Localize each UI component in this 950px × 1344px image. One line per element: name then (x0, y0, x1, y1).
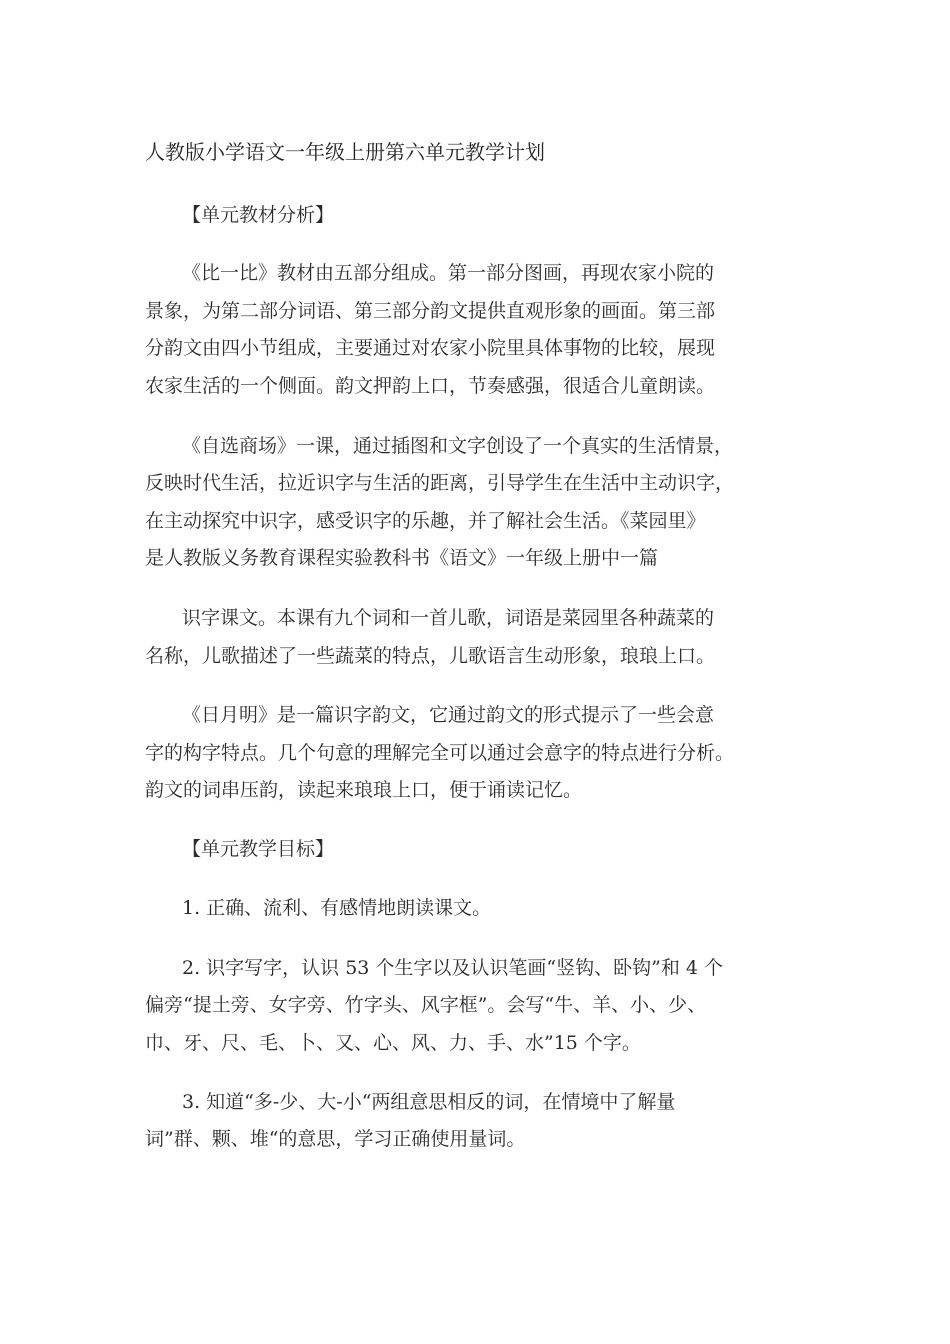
list-item-line: 巾、牙、尺、毛、卜、又、心、风、力、手、水”15 个字。 (145, 1032, 641, 1054)
list-item-line: 词”群、颗、堆“的意思，学习正确使用量词。 (145, 1128, 526, 1150)
paragraph-line: 农家生活的一个侧面。韵文押韵上口，节奏感强，很适合儿童朗读。 (145, 375, 716, 397)
paragraph-line: 景象，为第二部分词语、第三部分韵文提供直观形象的画面。第三部 (145, 300, 716, 322)
list-item-line: 3. 知道“多-少、大-小“两组意思相反的词，在情境中了解量 (182, 1091, 676, 1113)
paragraph-line: 在主动探究中识字，感受识字的乐趣，并了解社会生活。《菜园里》 (145, 510, 706, 532)
paragraph-line: 分韵文由四小节组成，主要通过对农家小院里具体事物的比较，展现 (145, 337, 716, 359)
paragraph-line: 反映时代生活，拉近识字与生活的距离，引导学生在生活中主动识字， (145, 472, 735, 494)
paragraph-line: 识字课文。本课有九个词和一首儿歌，词语是菜园里各种蔬菜的 (182, 607, 715, 629)
list-item-line: 偏旁“提土旁、女字旁、竹字头、风字框”。会写“牛、羊、小、少、 (145, 994, 707, 1016)
paragraph-line: 《比一比》教材由五部分组成。第一部分图画，再现农家小院的 (182, 262, 715, 284)
paragraph-line: 字的构字特点。几个句意的理解完全可以通过会意字的特点进行分析。 (145, 742, 735, 764)
document-title: 人教版小学语文一年级上册第六单元教学计划 (145, 140, 545, 164)
section-heading-analysis: 【单元教材分析】 (182, 204, 335, 226)
paragraph-line: 名称，儿歌描述了一些蔬菜的特点，儿歌语言生动形象，琅琅上口。 (145, 645, 716, 667)
paragraph-line: 《日月明》是一篇识字韵文，它通过韵文的形式提示了一些会意 (182, 704, 715, 726)
list-item-line: 1. 正确、流利、有感情地朗读课文。 (182, 897, 492, 919)
list-item-line: 2. 识字写字，认识 53 个生字以及认识笔画“竖钩、卧钩”和 4 个 (182, 957, 724, 979)
paragraph-line: 是人教版义务教育课程实验教科书《语文》一年级上册中一篇 (145, 547, 659, 569)
paragraph-line: 《自选商场》一课，通过插图和文字创设了一个真实的生活情景， (182, 435, 734, 457)
paragraph-line: 韵文的词串压韵，读起来琅琅上口，便于诵读记忆。 (145, 779, 583, 801)
section-heading-goals: 【单元教学目标】 (182, 838, 335, 860)
